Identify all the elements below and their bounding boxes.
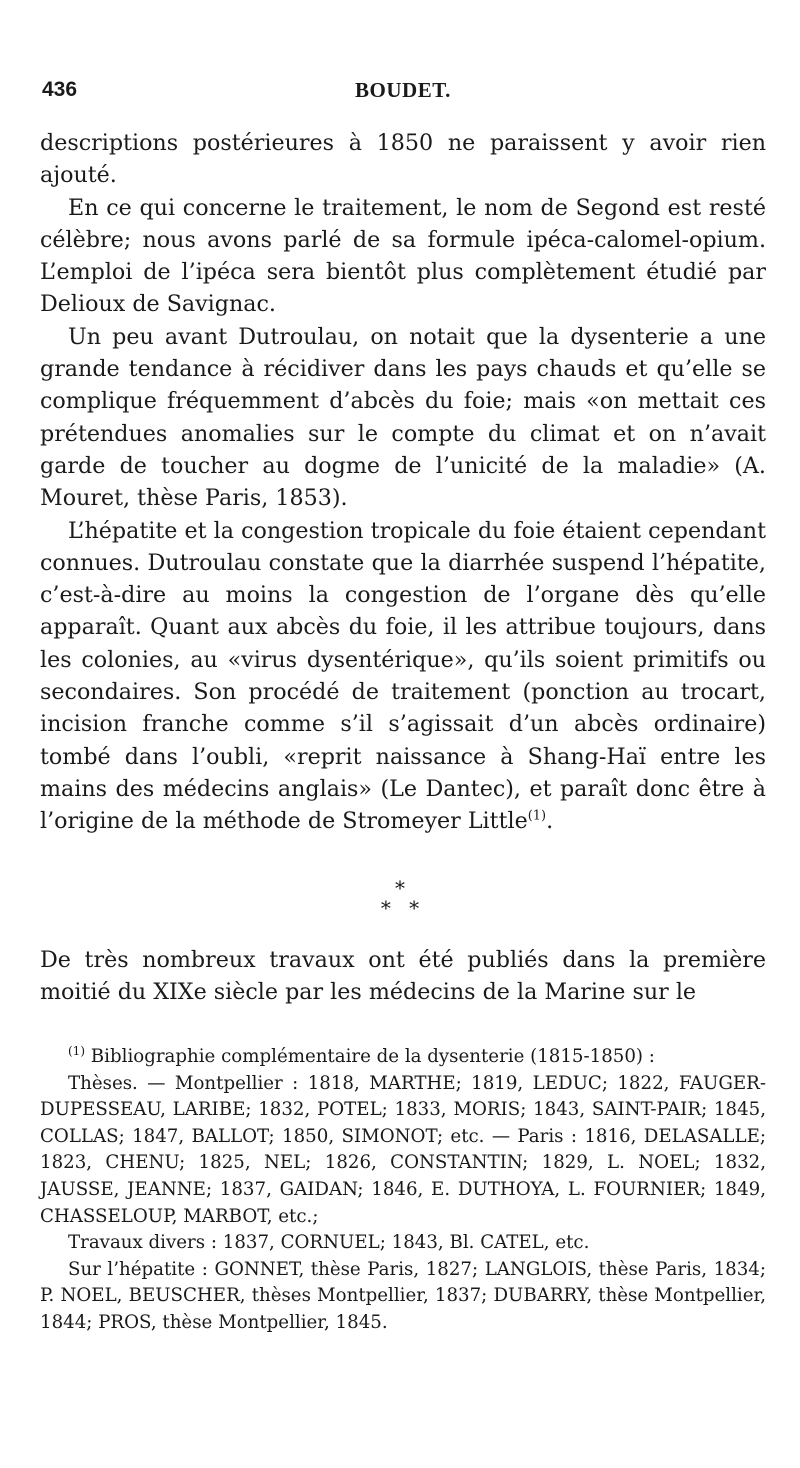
page-header <box>40 78 766 106</box>
paragraph-continuation: descriptions postérieures à 1850 ne paraissent y avoir rien ajouté. <box>40 130 766 189</box>
paragraph-hepatite <box>40 515 766 838</box>
footnotes <box>40 1044 766 1337</box>
paragraph-hepatite-text: L’hépatite et la congestion tropicale du foie étaient cependant connues. Dutroulau constate que la diarrhée suspend l’hépatite, c’est-à-dire au moins la congestion de l’organe dès qu’elle apparaît. Quant aux abcès du foie, il les attribue toujours, dans les colonies, au «virus dysentérique», qu’ils soient primitifs ou secondaires. Son procédé de traitement (ponction au trocart, incision franche comme s’il s’agissait d’un abcès ordinaire) tombé dans l’oubli, «reprit naissance à Shang-Haï entre les mains des médecins anglais» (Le Dantec), et paraît donc être à l’origine de la méthode de Stromeyer Little <box>40 517 766 835</box>
footnote-mark: (1) <box>68 1043 85 1058</box>
paragraph-hepatite-end: . <box>546 808 554 835</box>
asterism-bottom: * * <box>380 896 426 920</box>
section-asterism <box>40 878 766 918</box>
footnote-reference[interactable]: (1) <box>527 808 547 824</box>
footnote-hepatite: Sur l’hépatite : GONNET, thèse Paris, 1827; LANGLOIS, thèse Paris, 1834; P. NOEL, BEUSCHER, thèses Montpellier, 1837; DUBARRY, thèse Montpellier, 1844; PROS, thèse Montpellier, 1845. <box>40 1258 766 1333</box>
footnote-travaux: Travaux divers : 1837, CORNUEL; 1843, Bl. CATEL, etc. <box>68 1232 590 1254</box>
paragraph-recidive: Un peu avant Dutroulau, on notait que la dysenterie a une grande tendance à récidiver dans les pays chauds et qu’elle se complique fréquemment d’abcès du foie; mais «on mettait ces prétendues anomalies sur le compte du climat et on n’avait garde de toucher au dogme de l’unicité de la maladie» (A. Mouret, thèse Paris, 1853). <box>40 323 766 512</box>
paragraph-travaux-marine: De très nombreux travaux ont été publiés dans la première moitié du XIXe siècle par les médecins de la Marine sur le <box>40 947 766 1005</box>
footnote-1 <box>40 1044 766 1071</box>
page-number: 436 <box>42 78 78 101</box>
main-text <box>40 127 766 838</box>
footnote-theses: Thèses. — Montpellier : 1818, MARTHE; 1819, LEDUC; 1822, FAUGER-DUPESSEAU, LARIBE; 1832, POTEL; 1833, MORIS; 1843, SAINT-PAIR; 1845, COLLAS; 1847, BALLOT; 1850, SIMONOT; etc. — Paris : 1816, DELASALLE; 1823, CHENU; 1825, NEL; 1826, CONSTANTIN; 1829, L. NOEL; 1832, JAUSSE, JEANNE; 1837, GAIDAN; 1846, E. DUTHOYA, L. FOURNIER; 1849, CHASSELOUP, MARBOT, etc.; <box>40 1072 766 1227</box>
footnote-intro: Bibliographie complémentaire de la dysenterie (1815-1850) : <box>90 1046 655 1067</box>
asterism-top: * <box>395 876 411 900</box>
paragraph-traitement: En ce qui concerne le traitement, le nom de Segond est resté célèbre; nous avons parlé de sa formule ipéca-calomel-opium. L’emploi de l’ipéca sera bientôt plus complètement étudié par Delioux de Savignac. <box>40 194 766 318</box>
document-page <box>40 0 766 1468</box>
section-text <box>40 944 766 1008</box>
running-head: BOUDET. <box>355 78 451 102</box>
